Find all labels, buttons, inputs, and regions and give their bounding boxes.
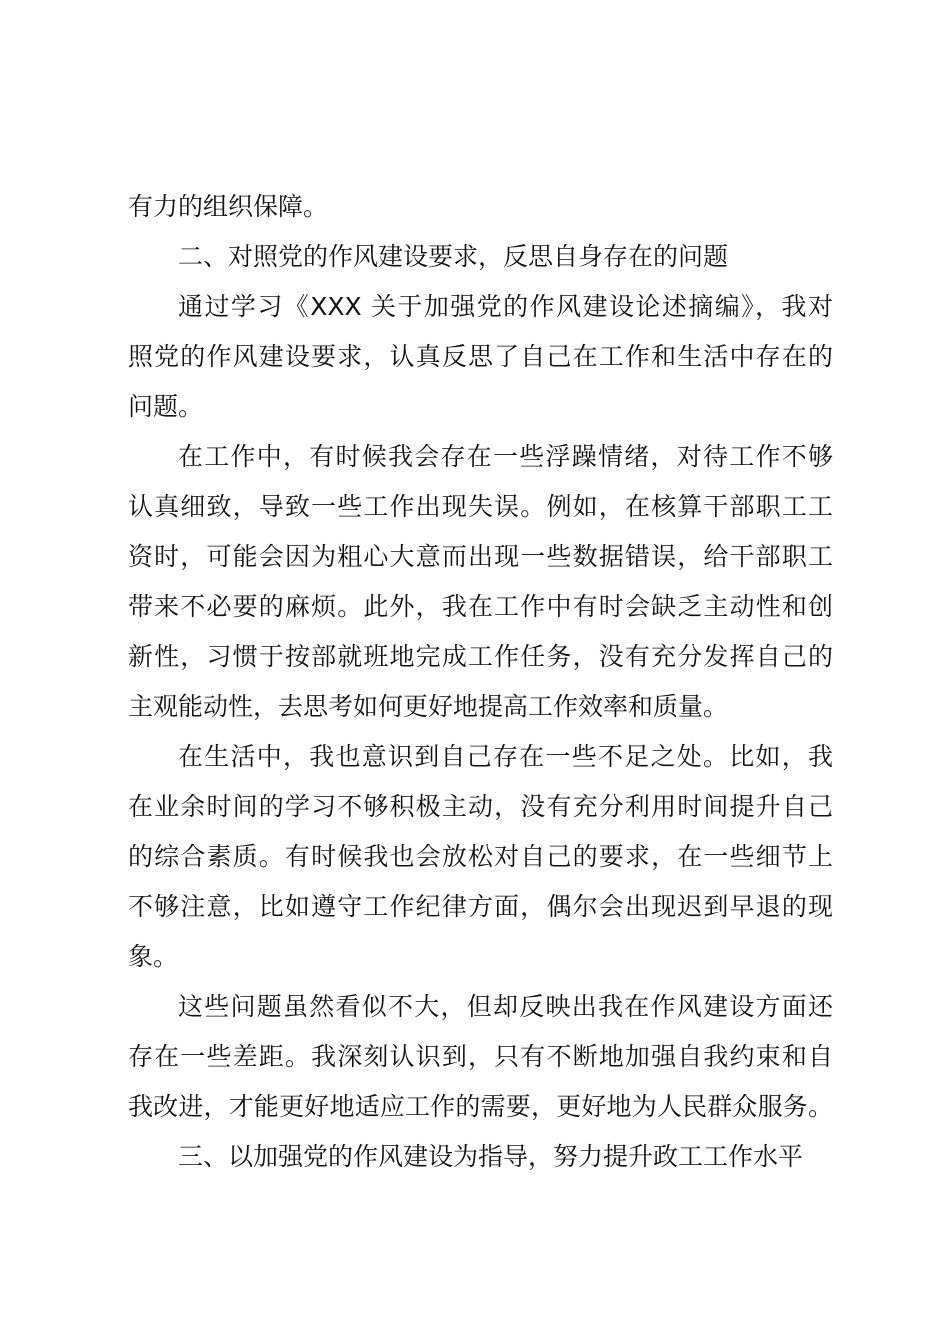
- paragraph-line: 问题。: [128, 392, 204, 421]
- section-heading-3: 三、以加强党的作风建设为指导，努力提升政工工作水平: [178, 1142, 804, 1171]
- paragraph-line: 照党的作风建设要求，认真反思了自己在工作和生活中存在的: [128, 342, 833, 371]
- paragraph-line: 存在一些差距。我深刻认识到，只有不断地加强自我约束和自: [128, 1042, 833, 1071]
- paragraph-line: 在生活中，我也意识到自己存在一些不足之处。比如，我: [178, 742, 833, 771]
- paragraph-line: 新性，习惯于按部就班地完成工作任务，没有充分发挥自己的: [128, 642, 833, 671]
- paragraph-line: 这些问题虽然看似不大，但却反映出我在作风建设方面还: [178, 992, 833, 1021]
- paragraph-line: 通过学习《XXX 关于加强党的作风建设论述摘编》，我对: [178, 292, 833, 321]
- paragraph-line: 资时，可能会因为粗心大意而出现一些数据错误，给干部职工: [128, 542, 833, 571]
- section-heading-2: 二、对照党的作风建设要求，反思自身存在的问题: [178, 242, 729, 271]
- paragraph-line: 象。: [128, 942, 179, 971]
- paragraph-line: 在工作中，有时候我会存在一些浮躁情绪，对待工作不够: [178, 442, 833, 471]
- paragraph-line: 我改进，才能更好地适应工作的需要，更好地为人民群众服务。: [128, 1092, 833, 1121]
- paragraph-line: 的综合素质。有时候我也会放松对自己的要求，在一些细节上: [128, 842, 833, 871]
- paragraph-line: 不够注意，比如遵守工作纪律方面，偶尔会出现迟到早退的现: [128, 892, 833, 921]
- paragraph-line: 认真细致，导致一些工作出现失误。例如，在核算干部职工工: [128, 492, 833, 521]
- paragraph-line: 有力的组织保障。: [128, 192, 329, 221]
- paragraph-line: 主观能动性，去思考如何更好地提高工作效率和质量。: [128, 692, 729, 721]
- paragraph-line: 在业余时间的学习不够积极主动，没有充分利用时间提升自己: [128, 792, 833, 821]
- paragraph-line: 带来不必要的麻烦。此外，我在工作中有时会缺乏主动性和创: [128, 592, 833, 621]
